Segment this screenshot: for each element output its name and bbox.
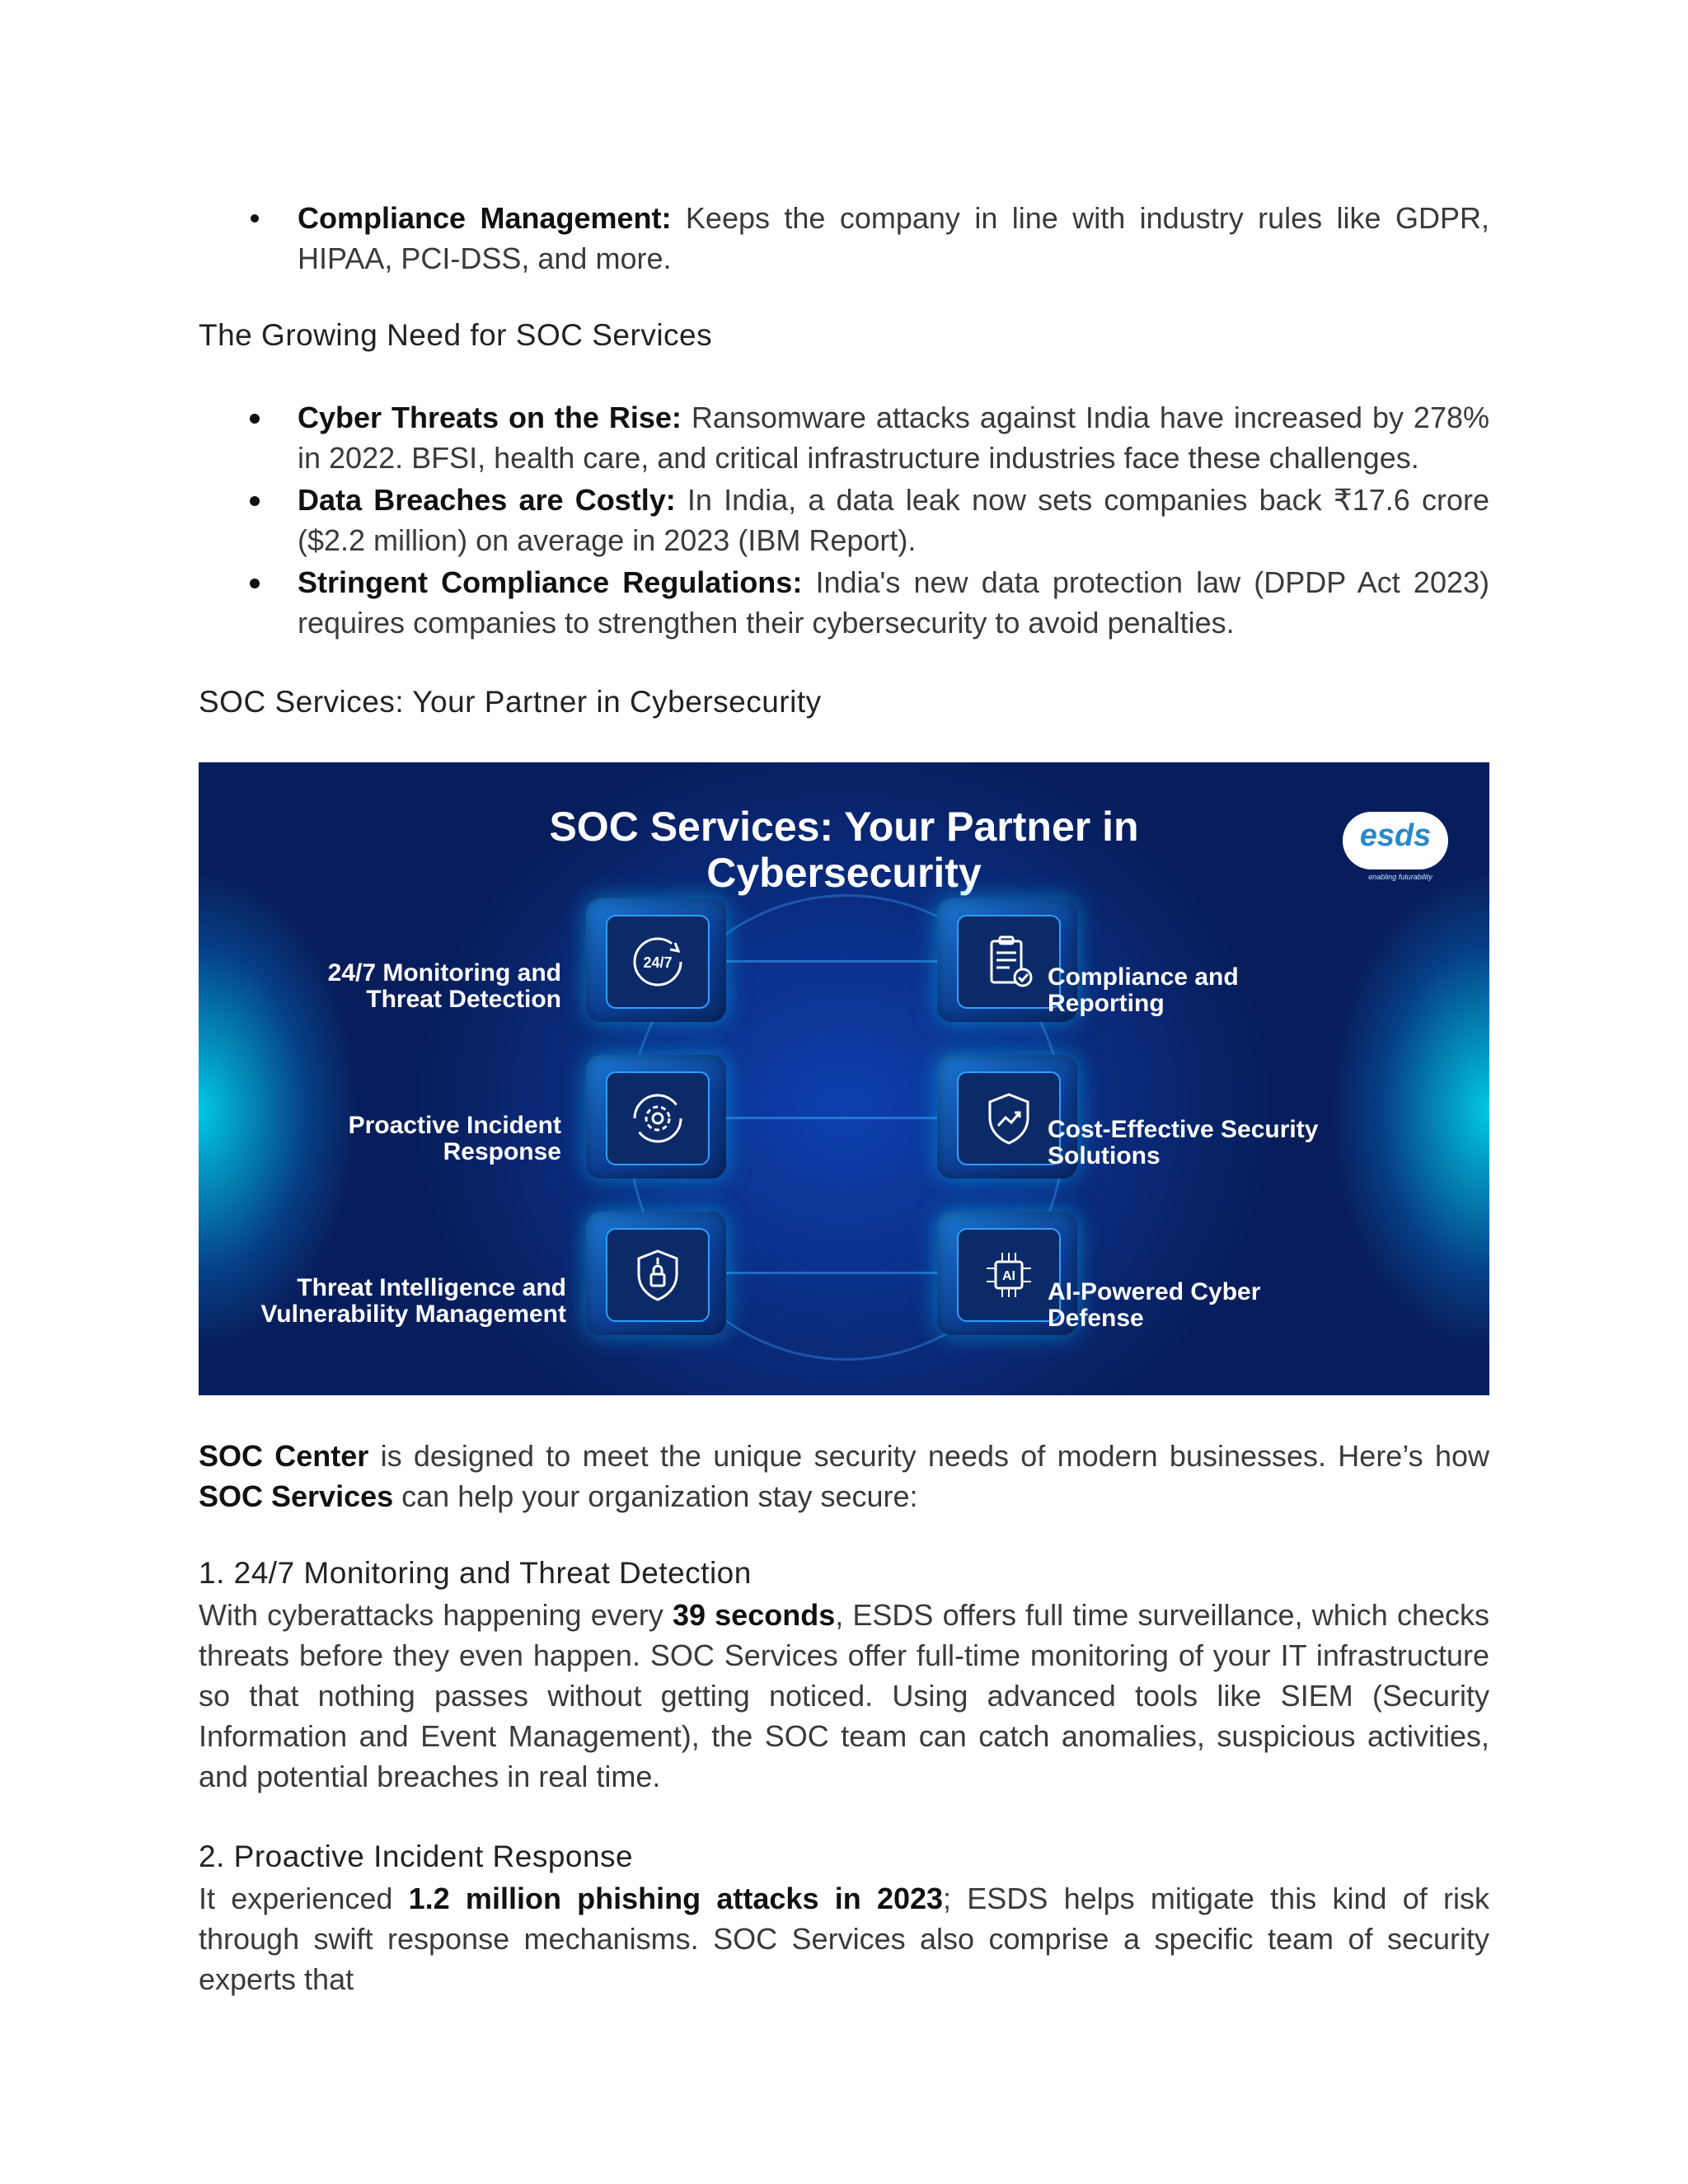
growing-need-bullets — [199, 397, 1489, 644]
stat-highlight: 39 seconds — [672, 1598, 836, 1632]
gear-refresh-icon — [627, 1088, 688, 1149]
bullet-term: Stringent Compliance Regulations: — [298, 565, 803, 599]
soc-services-link: SOC Services — [199, 1479, 394, 1513]
svg-text:24/7: 24/7 — [643, 954, 673, 971]
soc-center-paragraph: SOC Center is designed to meet the unique security needs of modern businesses. Here’s how SOC Services can help your organization stay secure: — [199, 1439, 1489, 1513]
feature-label-monitoring: 24/7 Monitoring and Threat Detection — [327, 959, 561, 1013]
section-heading-partner: SOC Services: Your Partner in Cybersecurity — [199, 685, 822, 719]
section-heading-incident-response: 2. Proactive Incident Response — [199, 1840, 634, 1873]
banner-title-line1: SOC Services: Your Partner in — [549, 804, 1139, 850]
feature-label-ai: AI-Powered Cyber Defense — [1048, 1278, 1261, 1332]
list-item — [199, 480, 1489, 560]
feature-label-incident: Proactive Incident Response — [348, 1112, 561, 1165]
bullet-text: India's new data protection law (DPDP Act 2023) requires companies to strengthen their cybersecurity to avoid penalties. — [298, 565, 1489, 640]
bullet-text: In India, a data leak now sets companies back ₹17.6 crore ($2.2 million) on average in 2023 (IBM Report). — [298, 483, 1490, 557]
bullet-text: Keeps the company in line with industry rules like GDPR, HIPAA, PCI-DSS, and more. — [298, 201, 1489, 275]
section-monitoring-paragraph: With cyberattacks happening every 39 seconds, ESDS offers full time surveillance, which checks threats before they even happen. SOC Services offer full-time monitoring of your IT infrastructure so that nothing passes without getting noticed. Using advanced tools like SIEM (Security Information and Event Management), the SOC team can catch anomalies, suspicious activities, and potential breaches in real time. — [199, 1598, 1489, 1793]
bullet-term: Compliance Management: — [298, 201, 672, 235]
esds-logo — [1343, 812, 1448, 881]
bullet-term: Data Breaches are Costly: — [298, 483, 676, 517]
feature-label-compliance: Compliance and Reporting — [1048, 963, 1239, 1017]
svg-text:AI: AI — [1002, 1269, 1015, 1283]
tile-monitoring — [586, 898, 726, 1022]
ai-chip-icon — [978, 1244, 1039, 1305]
compliance-bullet-block — [199, 198, 1489, 279]
list-item — [199, 198, 1489, 279]
feature-label-cost: Cost-Effective Security Solutions — [1048, 1116, 1319, 1169]
tile-threat-intel — [586, 1212, 726, 1335]
shield-chart-icon — [978, 1088, 1039, 1149]
stat-highlight: 1.2 million phishing attacks in 2023 — [408, 1882, 944, 1915]
clipboard-check-icon — [978, 931, 1039, 992]
soc-services-banner — [199, 762, 1489, 1395]
bullet-text: Ransomware attacks against India have increased by 278% in 2022. BFSI, health care, and critical infrastructure industries face these challenges. — [298, 401, 1489, 475]
logo-tagline: enabling futurability — [1368, 873, 1432, 881]
list-item — [199, 562, 1489, 643]
feature-label-threat-intel: Threat Intelligence and Vulnerability Management — [260, 1274, 566, 1328]
shield-lock-alert-icon — [627, 1244, 688, 1305]
banner-title — [446, 804, 1242, 896]
logo-text: esds — [1359, 818, 1432, 853]
tile-incident — [586, 1055, 726, 1179]
section-heading-growing-need: The Growing Need for SOC Services — [199, 318, 713, 352]
list-item — [199, 397, 1489, 478]
bullet-term: Cyber Threats on the Rise: — [298, 401, 682, 434]
clock-247-icon — [627, 931, 688, 992]
section-heading-monitoring: 1. 24/7 Monitoring and Threat Detection — [199, 1556, 752, 1590]
soc-center-link: SOC Center — [199, 1439, 369, 1473]
section-incident-paragraph: It experienced 1.2 million phishing attacks in 2023; ESDS helps mitigate this kind of risk through swift response mechanisms. SOC Services also comprise a specific team of security experts that — [199, 1882, 1489, 1996]
banner-title-line2: Cybersecurity — [706, 850, 982, 896]
